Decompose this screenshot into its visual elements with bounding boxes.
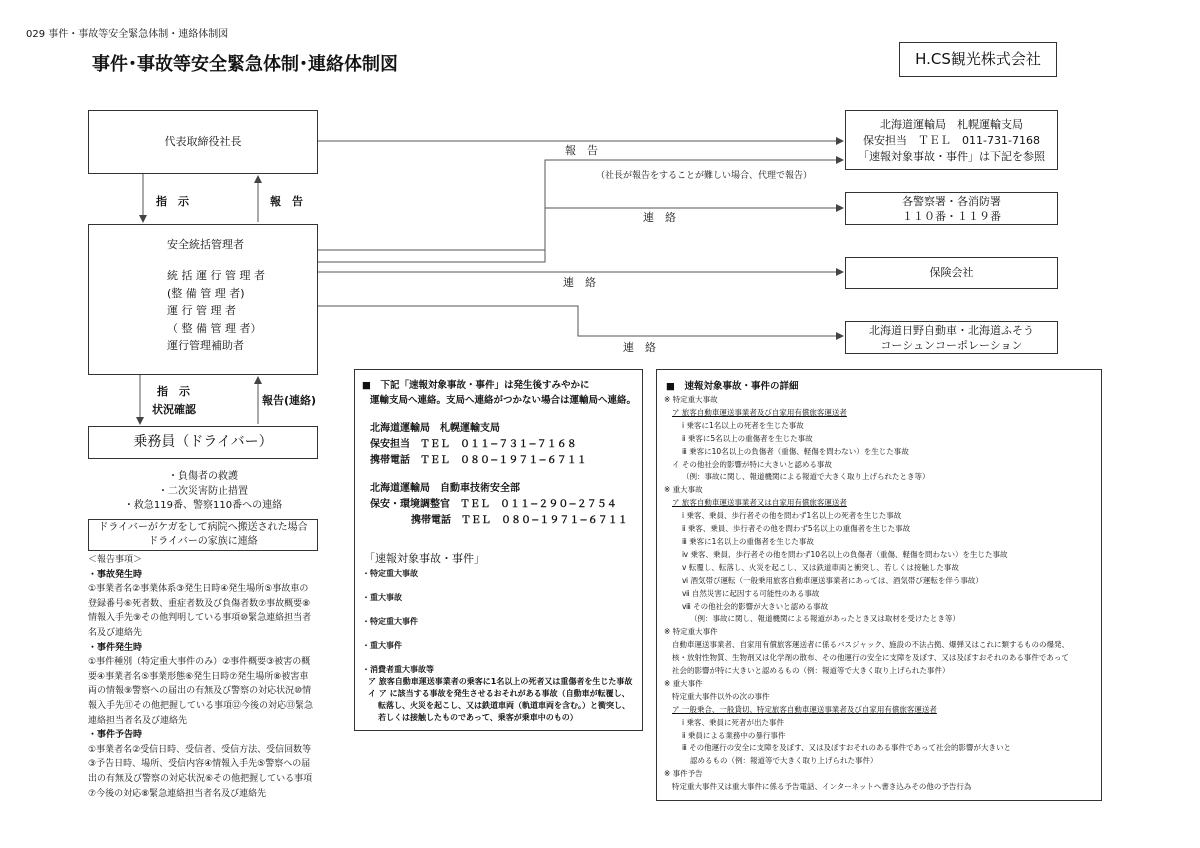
details-line: 特定重大事件又は重大事件に係る予告電話、インターネットへ書き込みその他の予告行為 <box>672 782 972 792</box>
manager-line: 運行管理補助者 <box>167 339 244 352</box>
details-line: ※ 事件予告 <box>664 769 703 779</box>
family-contact-box <box>88 519 318 551</box>
consumer-line: イ ア に該当する事故を発生させるおそれがある事故（自動車が転覆し、 <box>368 689 630 698</box>
report-line: 要④事業者名⑤事業形態⑥発生日時⑦発生場所⑧被害車 <box>88 671 309 682</box>
family-line: ドライバーの家族に連絡 <box>148 536 258 547</box>
details-line: ※ 特定重大事故 <box>664 395 718 404</box>
contact-block-b <box>370 481 628 529</box>
report-line: 報入手先⑪その他把握している事項⑫今後の対応⑬緊急 <box>88 700 314 711</box>
contact-line: 保安担当 ＴＥＬ ０１１−７３１−７１６８ <box>370 439 577 450</box>
details-line: ⅶ 自然災害に起因する可能性のある事故 <box>682 588 820 598</box>
category-list <box>362 568 632 724</box>
report-line: 名及び連絡先 <box>88 627 143 638</box>
report-label-2: 報告(連絡) <box>262 394 317 407</box>
report-items <box>88 553 328 801</box>
report-line: ①事業者名②事業体系③発生日時④発生場所⑤事故車の <box>88 584 309 595</box>
details-line: ⅰ 乗客に1名以上の死者を生じた事故 <box>682 420 804 430</box>
details-line: ⅲ 乗客に1名以上の重傷者を生じた事故 <box>682 536 814 546</box>
driver-actions <box>88 470 318 514</box>
consumer-line: 若しくは接触したものであって、乗客が乗車中のもの） <box>378 713 578 722</box>
report-arrow-label: 報 告 <box>565 144 598 157</box>
details-line: ⅴ 転覆し、転落し、火災を起こし、又は鉄道車両と衝突し、若しくは接触した事故 <box>682 562 959 572</box>
details-list <box>664 394 1069 794</box>
contact-line: 携帯電話 ＴＥＬ ０８０−１９７１−６７１１ <box>370 455 587 466</box>
action-item: ・救急119番、警察110番への連絡 <box>123 500 283 511</box>
action-item: ・二次災害防止措置 <box>158 485 248 497</box>
contact-line: 北海道運輸局 札幌運輸支局 <box>370 423 500 434</box>
manager-list <box>167 267 265 355</box>
manager-line: 運 行 管 理 者 <box>167 304 236 317</box>
status-check-label: 状況確認 <box>152 403 196 416</box>
details-line: 認めるもの（例：報道等で大きく取り上げられた事件） <box>690 756 878 766</box>
contact-label-police: 連 絡 <box>643 211 676 224</box>
details-line: ⅰ 乗客、乗員に死者が出た事件 <box>682 717 784 727</box>
contact-line: 北海道運輸局 自動車技術安全部 <box>370 483 520 494</box>
details-line: （例：事故に関し、報道機関による報道で大きく取り上げられたとき等） <box>682 472 930 482</box>
consumer-line: ア 旅客自動車運送事業者の乗客に1名以上の死者又は重傷者を生じた事故 <box>368 677 633 686</box>
contact-label-hino: 連 絡 <box>623 341 656 354</box>
manager-title: 安全統括管理者 <box>167 238 244 251</box>
intro-line: ■ 下記「速報対象事故・事件」は発生後すみやかに <box>362 380 590 391</box>
bureau-line: 「速報対象事故・事件」は下記を参照 <box>858 150 1045 163</box>
police-line: 各警察署・各消防署 <box>902 195 1001 208</box>
family-line: ドライバーがケガをして病院へ搬送された場合 <box>98 522 308 533</box>
section-title: ・事故発生時 <box>88 569 143 580</box>
contact-label-insurance: 連 絡 <box>563 276 596 289</box>
category-item: ・重大事故 <box>362 593 402 602</box>
ceo-box <box>88 110 318 174</box>
dealer-box <box>845 321 1058 354</box>
urgent-report-box <box>354 369 643 731</box>
manager-box <box>88 224 318 375</box>
category-item: ・重大事件 <box>362 641 402 650</box>
details-line: ⅵ 酒気帯び運転（一般乗用旅客自動車運送事業者にあっては、酒気帯び運転を伴う事故） <box>682 575 983 585</box>
contact-line: 携帯電話 ＴＥＬ ０８０−１９７１−６７１１ <box>411 515 628 526</box>
report-line: 出の有無及び警察の対応状況⑥その他把握している事項 <box>88 773 313 784</box>
report-line: ⑦今後の対応⑧緊急連絡担当者名及び連絡先 <box>88 788 267 799</box>
report-label-1: 報 告 <box>270 195 303 208</box>
driver-label: 乗務員（ドライバー） <box>133 434 273 450</box>
report-line: ③予告日時、場所、受信内容④情報入手先⑤警察への届 <box>88 759 311 770</box>
police-fire-box <box>845 192 1058 225</box>
dealer-line: コーシュンコーポレーション <box>880 339 1023 352</box>
instruct-label-1: 指 示 <box>156 195 189 208</box>
police-line: １１０番・１１９番 <box>902 210 1001 223</box>
action-item: ・負傷者の救護 <box>168 471 238 482</box>
ceo-label: 代表取締役社長 <box>164 135 242 148</box>
page-label: 029 事件・事故等安全緊急体制・連絡体制図 <box>26 29 229 40</box>
details-line: ※ 特定重大事件 <box>664 627 718 637</box>
details-line: ア 旅客自動車運送事業者又は自家用有償旅客運送者 <box>672 498 847 508</box>
report-line: 情報入手先⑨その他判明している事項⑩緊急連絡担当者 <box>88 613 312 624</box>
details-line: ⅱ 乗客に5名以上の重傷者を生じた事故 <box>682 433 813 443</box>
details-line: ⅱ 乗客、乗員、歩行者その他を問わず5名以上の重傷者を生じた事故 <box>682 524 911 534</box>
insurance-label: 保険会社 <box>929 266 974 279</box>
category-title: 「速報対象事故・事件」 <box>364 552 485 565</box>
manager-line: 統 括 運 行 管 理 者 <box>167 269 265 282</box>
manager-line: （ 整 備 管 理 者） <box>167 321 262 335</box>
report-line: 両の情報⑨警察への届出の有無及び警察の対応状況⑩情 <box>88 686 312 697</box>
details-line: 自動車運送事業者、自家用有償旅客運送者に係るバスジャック、施設の不法占拠、爆弾又はこれに類するものの爆発、 <box>672 640 1070 650</box>
details-line: ※ 重大事件 <box>664 678 703 688</box>
details-line: 社会的影響が特に大きいと認めるもの（例：報道等で大きく取り上げられた事件） <box>672 666 950 676</box>
contact-line: 保安・環境調整官 ＴＥＬ ０１１−２９０−２７５４ <box>370 499 617 510</box>
bureau-line: 保安担当 ＴＥＬ 011-731-7168 <box>863 134 1040 147</box>
report-line: ①事業者名②受信日時、受信者、受信方法、受信回数等 <box>88 744 312 755</box>
details-line: ア 旅客自動車運送事業者及び自家用有償旅客運送者 <box>672 407 847 417</box>
details-line: ※ 重大事故 <box>664 485 703 495</box>
details-line: ア 一般乗合、一般貸切、特定旅客自動車運送事業者及び自家用有償旅客運送者 <box>672 704 937 714</box>
dealer-line: 北海道日野自動車・北海道ふそう <box>869 324 1034 337</box>
details-line: 核・放射性物質、生物剤又は化学剤の散布、その他運行の安全に支障を及ぼす、又は及ぼすおそれのある事件であって <box>672 653 1069 663</box>
page-title: 事件･事故等安全緊急体制･連絡体制図 <box>92 54 398 75</box>
section-title: ・事件予告時 <box>88 730 143 741</box>
details-box <box>656 369 1102 801</box>
category-item: ・消費者重大事故等 <box>362 665 434 674</box>
company-name: H.CS観光株式会社 <box>915 50 1041 68</box>
details-title: ■ 速報対象事故・事件の詳細 <box>666 381 799 392</box>
intro-line: 運輸支局へ連絡。支局へ連絡がつかない場合は運輸局へ連絡。 <box>370 395 637 406</box>
details-line: イ その他社会的影響が特に大きいと認める事故 <box>672 459 832 469</box>
driver-box <box>88 426 318 459</box>
manager-line: (整 備 管 理 者) <box>167 286 245 300</box>
report-proxy-note: （社長が報告をすることが難しい場合、代理で報告） <box>596 171 813 181</box>
report-items-heading: ＜報告事項＞ <box>88 555 143 565</box>
details-line: ⅰ 乗客、乗員、歩行者その他を問わず1名以上の死者を生じた事故 <box>682 511 902 521</box>
urgent-intro <box>362 378 636 408</box>
report-line: 登録番号⑥死者数、重症者数及び負傷者数⑦事故概要⑧ <box>88 598 311 609</box>
details-line: （例：事故に関し、報道機関による報道があったとき又は取材を受けたとき等） <box>690 614 960 624</box>
company-box <box>899 42 1057 77</box>
details-line: ⅲ その他運行の安全に支障を及ぼす、又は及ぼすおそれのある事件であって社会的影響が大きいと <box>682 743 1011 753</box>
insurance-box <box>845 257 1058 289</box>
category-item: ・特定重大事件 <box>362 617 418 626</box>
details-line: 特定重大事件以外の次の事件 <box>672 691 770 701</box>
bureau-box <box>845 110 1058 170</box>
consumer-line: 転落し、火災を起こし、又は鉄道車両（軌道車両を含む。）と衝突し、 <box>378 701 630 710</box>
details-line: ⅲ 乗客に10名以上の負傷者（重傷、軽傷を問わない）を生じた事故 <box>682 446 909 456</box>
details-line: ⅱ 乗員による業務中の暴行事件 <box>682 730 786 740</box>
details-line: ⅷ その他社会的影響が大きいと認める事故 <box>682 601 829 611</box>
report-line: ①事件種別（特定重大事件のみ）②事件概要③被害の概 <box>88 657 311 668</box>
report-line: 連絡担当者名及び連絡先 <box>88 715 188 726</box>
instruct-label-2: 指 示 <box>157 385 190 398</box>
category-item: ・特定重大事故 <box>362 569 418 578</box>
contact-block-a <box>370 421 587 469</box>
bureau-line: 北海道運輸局 札幌運輸支局 <box>880 118 1023 131</box>
section-title: ・事件発生時 <box>88 642 143 653</box>
details-line: ⅳ 乗客、乗員、歩行者その他を問わず10名以上の負傷者（重傷、軽傷を問わない）を生じた事故 <box>682 549 1008 559</box>
